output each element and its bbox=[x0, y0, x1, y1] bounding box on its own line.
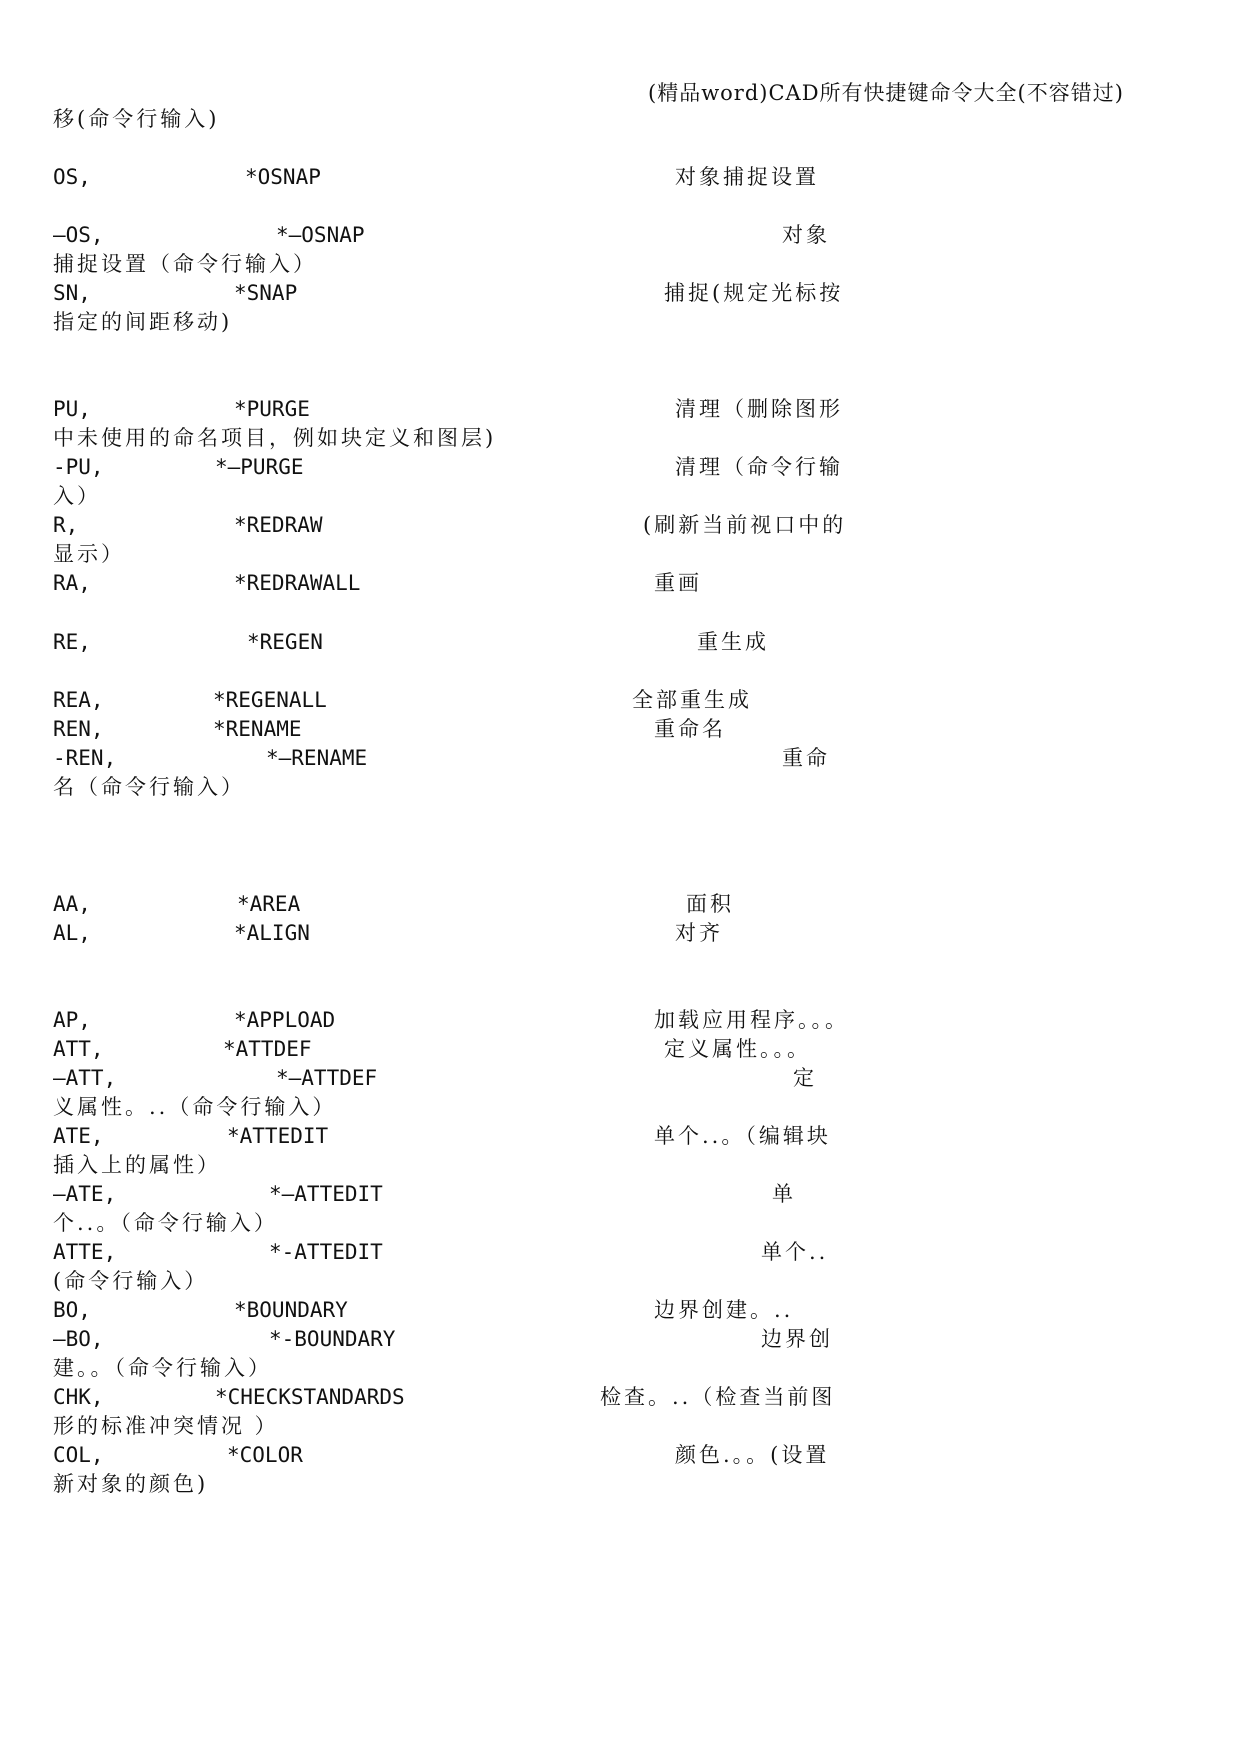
page-header-title: (精品word)CAD所有快捷键命令大全(不容错过) bbox=[648, 81, 1124, 105]
description: 重画 bbox=[654, 571, 702, 595]
description: 重命名 bbox=[654, 717, 726, 741]
description-cont: 义属性。..（命令行输入） bbox=[53, 1095, 337, 1119]
description: 重命 bbox=[782, 746, 830, 770]
command: *ATTDEF bbox=[223, 1037, 312, 1061]
command: *—OSNAP bbox=[276, 223, 365, 247]
description: (刷新当前视口中的 bbox=[643, 513, 847, 537]
command: *REGEN bbox=[247, 630, 323, 654]
description: 对象捕捉设置 bbox=[675, 165, 819, 189]
description: 重生成 bbox=[697, 630, 769, 654]
alias: —OS, bbox=[53, 223, 104, 247]
alias: —ATT, bbox=[53, 1066, 117, 1090]
description: 边界创建。.. bbox=[654, 1298, 794, 1322]
description-cont: 插入上的属性） bbox=[53, 1153, 221, 1177]
alias: RE, bbox=[53, 630, 91, 654]
continued-text: 移(命令行输入) bbox=[53, 107, 220, 131]
command: *ALIGN bbox=[234, 921, 310, 945]
description: 捕捉(规定光标按 bbox=[664, 281, 844, 305]
alias: OS, bbox=[53, 165, 91, 189]
command: *REDRAW bbox=[234, 513, 323, 537]
alias: AA, bbox=[53, 892, 91, 916]
alias: AL, bbox=[53, 921, 91, 945]
command: *APPLOAD bbox=[234, 1008, 336, 1032]
alias: R, bbox=[53, 513, 79, 537]
description: 加载应用程序。。。 bbox=[654, 1008, 849, 1032]
alias: ATTE, bbox=[53, 1240, 117, 1264]
description: 全部重生成 bbox=[632, 688, 752, 712]
description: 对象 bbox=[782, 223, 830, 247]
alias: PU, bbox=[53, 397, 91, 421]
description: 单 bbox=[772, 1182, 796, 1206]
description-cont: 名（命令行输入） bbox=[53, 775, 245, 799]
description: 清理（命令行输 bbox=[675, 455, 843, 479]
alias: ATT, bbox=[53, 1037, 104, 1061]
command: *OSNAP bbox=[245, 165, 321, 189]
command: *CHECKSTANDARDS bbox=[215, 1385, 405, 1409]
description: 颜色.。。(设置 bbox=[675, 1443, 830, 1467]
alias: ATE, bbox=[53, 1124, 104, 1148]
description: 对齐 bbox=[675, 921, 723, 945]
description-cont: 形的标准冲突情况 ） bbox=[53, 1414, 279, 1438]
description: 单个..。（编辑块 bbox=[654, 1124, 831, 1148]
description: 检查。..（检查当前图 bbox=[600, 1385, 836, 1409]
alias: —ATE, bbox=[53, 1182, 117, 1206]
command: *REGENALL bbox=[213, 688, 327, 712]
command: *-BOUNDARY bbox=[269, 1327, 396, 1351]
command: *SNAP bbox=[234, 281, 298, 305]
description: 定 bbox=[793, 1066, 817, 1090]
description-cont: 新对象的颜色) bbox=[53, 1472, 209, 1496]
description-cont: 中未使用的命名项目，例如块定义和图层) bbox=[53, 426, 497, 450]
description-cont: 个..。（命令行输入） bbox=[53, 1211, 278, 1235]
command: *-ATTEDIT bbox=[269, 1240, 383, 1264]
command: *AREA bbox=[237, 892, 301, 916]
description: 边界创 bbox=[761, 1327, 833, 1351]
description-cont: 显示） bbox=[53, 542, 125, 566]
description-cont: 建。。（命令行输入） bbox=[53, 1356, 272, 1380]
command: *—ATTEDIT bbox=[269, 1182, 383, 1206]
description: 清理（删除图形 bbox=[675, 397, 843, 421]
alias: -REN, bbox=[53, 746, 117, 770]
alias: RA, bbox=[53, 571, 91, 595]
description: 定义属性。。。 bbox=[664, 1037, 811, 1061]
command: *—ATTDEF bbox=[276, 1066, 378, 1090]
alias: CHK, bbox=[53, 1385, 104, 1409]
description: 面积 bbox=[686, 892, 734, 916]
command: *PURGE bbox=[234, 397, 310, 421]
alias: —BO, bbox=[53, 1327, 104, 1351]
command: *BOUNDARY bbox=[234, 1298, 348, 1322]
alias: COL, bbox=[53, 1443, 104, 1467]
command: *—RENAME bbox=[266, 746, 368, 770]
alias: AP, bbox=[53, 1008, 91, 1032]
command: *ATTEDIT bbox=[227, 1124, 329, 1148]
command: *—PURGE bbox=[215, 455, 304, 479]
alias: -PU, bbox=[53, 455, 104, 479]
alias: BO, bbox=[53, 1298, 91, 1322]
command: *RENAME bbox=[213, 717, 302, 741]
command: *REDRAWALL bbox=[234, 571, 361, 595]
command: *COLOR bbox=[227, 1443, 303, 1467]
alias: REN, bbox=[53, 717, 104, 741]
alias: REA, bbox=[53, 688, 104, 712]
description-cont: 入） bbox=[53, 484, 101, 508]
description-cont: 指定的间距移动) bbox=[53, 310, 233, 334]
description-cont: (命令行输入） bbox=[53, 1269, 209, 1293]
alias: SN, bbox=[53, 281, 91, 305]
description: 单个.. bbox=[761, 1240, 829, 1264]
description-cont: 捕捉设置（命令行输入） bbox=[53, 252, 317, 276]
